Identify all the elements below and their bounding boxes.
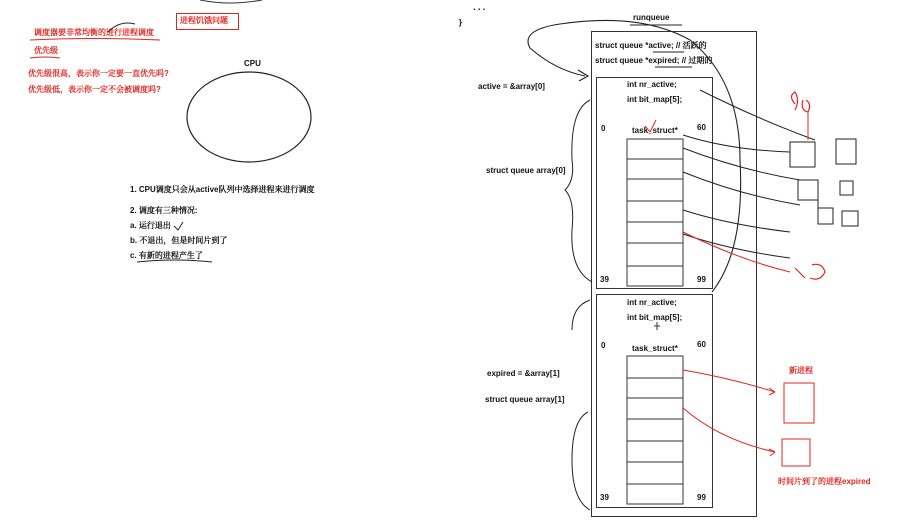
hand-100-line [683, 232, 790, 272]
queue1-array [627, 356, 683, 504]
queue0-index-bottom: 39 [600, 275, 609, 284]
queue0-index-top: 0 [601, 124, 606, 133]
active-equals: active = &array[0] [478, 82, 545, 91]
brace-array1-low [572, 412, 590, 510]
new-process-box [784, 383, 814, 423]
queue0-nr-active: int nr_active; [627, 80, 677, 89]
rule-1: 1. CPU调度只会从active队列中选择进程来进行调度 [130, 185, 315, 194]
hand-100-stroke [795, 264, 825, 279]
timeslice-expired-label: 时间片到了的进程expired [778, 477, 871, 486]
underline-note-2 [30, 57, 60, 58]
expired-box [782, 439, 810, 466]
queue1-right-top: 60 [697, 340, 706, 349]
note-line-2: 优先级 [34, 46, 58, 55]
pointer-lines [683, 90, 815, 258]
new-process-line [683, 370, 775, 392]
case-a: a. 运行退出 [130, 221, 171, 230]
code-close-brace: } [458, 18, 463, 27]
queue0-bitmap: int bit_map[5]; [627, 95, 683, 104]
queue0-task-struct: task_struct* [632, 126, 678, 135]
brace-array1 [572, 300, 590, 330]
note-line-3: 优先级很高，表示你一定要一直优先吗? [28, 69, 169, 78]
q1-mark [654, 322, 660, 330]
queue1-index-bottom: 39 [600, 493, 609, 502]
queue1-nr-active: int nr_active; [627, 298, 677, 307]
case-b: b. 不退出，但是时间片到了 [130, 236, 228, 245]
cpu-ellipse [187, 72, 311, 162]
brace-array0 [565, 100, 592, 282]
array1-label: struct queue array[1] [485, 395, 565, 404]
runqueue-title: runqueue [633, 13, 670, 22]
case-c: c. 有新的进程产生了 [130, 251, 203, 260]
queue0-right-bottom: 99 [697, 275, 706, 284]
top-arc-stroke [200, 0, 262, 3]
queue1-bitmap: int bit_map[5]; [627, 313, 683, 322]
queue0-right-top: 60 [697, 123, 706, 132]
active-pointer: struct queue *active; // 活跃的 [595, 41, 707, 50]
array0-label: struct queue array[0] [486, 166, 566, 175]
note-line-4: 优先级低，表示你一定不会被调度吗? [28, 85, 161, 94]
check-case-a [174, 222, 183, 230]
starvation-tag: 进程饥饿问题 [180, 16, 228, 25]
cpu-label: CPU [244, 59, 261, 68]
task-boxes-top [790, 139, 858, 226]
underline-note-1 [30, 39, 160, 41]
queue0-array [627, 139, 683, 286]
expired-pointer: struct queue *expired; // 过期的 [595, 56, 713, 65]
queue1-index-top: 0 [601, 341, 606, 350]
expired-line [683, 408, 775, 452]
expired-arrow [769, 449, 775, 456]
q0-check [645, 120, 656, 132]
queue1-right-bottom: 99 [697, 493, 706, 502]
hand-60-stroke [792, 92, 810, 112]
active-loop-stroke [528, 20, 741, 292]
arc-note-top [108, 23, 135, 32]
queue1-task-struct: task_struct* [632, 344, 678, 353]
code-ellipsis: ... [472, 3, 487, 12]
underline-case-c [137, 260, 212, 262]
note-line-1: 调度器要非常均衡的进行进程调度 [34, 28, 154, 37]
new-process-label: 新进程 [789, 366, 813, 375]
rule-2: 2. 调度有三种情况: [130, 206, 198, 215]
expired-equals: expired = &array[1] [487, 369, 560, 378]
